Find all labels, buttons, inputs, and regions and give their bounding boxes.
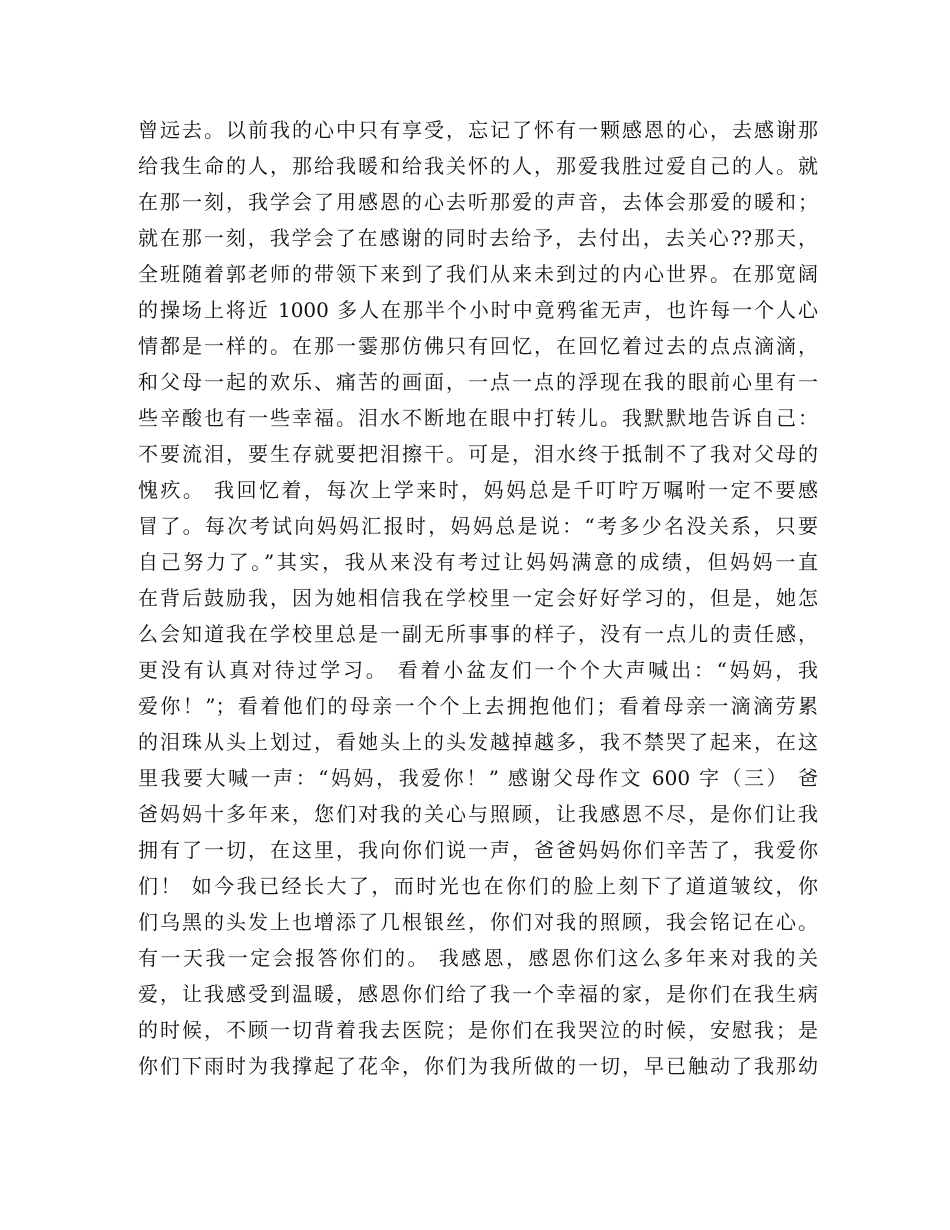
text-line: 给我生命的人，那给我暖和给我关怀的人，那爱我胜过爱自己的人。就 xyxy=(138,154,818,178)
text-line: 你们下雨时为我撑起了花伞，你们为我所做的一切，早已触动了我那幼 xyxy=(138,1054,818,1078)
text-line: 么会知道我在学校里总是一副无所事事的样子，没有一点儿的责任感， xyxy=(138,622,818,646)
text-line: 和父母一起的欢乐、痛苦的画面，一点一点的浮现在我的眼前心里有一 xyxy=(138,370,818,394)
text-line: 就在那一刻，我学会了在感谢的同时去给予，去付出，去关心??那天， xyxy=(138,226,818,250)
text-line: 些辛酸也有一些幸福。泪水不断地在眼中打转儿。我默默地告诉自己： xyxy=(138,406,818,430)
text-line: 更没有认真对待过学习。 看着小盆友们一个个大声喊出：“妈妈，我 xyxy=(138,658,818,682)
text-line: 的时候，不顾一切背着我去医院；是你们在我哭泣的时候，安慰我；是 xyxy=(138,1018,818,1042)
text-line: 爸妈妈十多年来，您们对我的关心与照顾，让我感恩不尽，是你们让我 xyxy=(138,802,818,826)
text-line: 们！ 如今我已经长大了，而时光也在你们的脸上刻下了道道皱纹，你 xyxy=(138,874,818,898)
text-line: 有一天我一定会报答你们的。 我感恩，感恩你们这么多年来对我的关 xyxy=(138,946,818,970)
text-line: 的操场上将近 1000 多人在那半个小时中竟鸦雀无声，也许每一个人心 xyxy=(138,298,818,322)
text-line: 爱你！”；看着他们的母亲一个个上去拥抱他们；看着母亲一滴滴劳累 xyxy=(138,694,818,718)
text-line: 曾远去。以前我的心中只有享受，忘记了怀有一颗感恩的心，去感谢那 xyxy=(138,118,818,142)
text-line: 自己努力了。”其实，我从来没有考过让妈妈满意的成绩，但妈妈一直 xyxy=(138,550,818,574)
text-line: 拥有了一切，在这里，我向你们说一声，爸爸妈妈你们辛苦了，我爱你 xyxy=(138,838,818,862)
text-line: 情都是一样的。在那一霎那仿佛只有回忆，在回忆着过去的点点滴滴， xyxy=(138,334,818,358)
text-line: 在背后鼓励我，因为她相信我在学校里一定会好好学习的，但是，她怎 xyxy=(138,586,818,610)
text-line: 冒了。每次考试向妈妈汇报时，妈妈总是说：“考多少名没关系，只要 xyxy=(138,514,818,538)
text-line: 的泪珠从头上划过，看她头上的头发越掉越多，我不禁哭了起来，在这 xyxy=(138,730,818,754)
text-line: 不要流泪，要生存就要把泪擦干。可是，泪水终于抵制不了我对父母的 xyxy=(138,442,818,466)
essay-body xyxy=(138,112,818,1084)
text-line: 在那一刻，我学会了用感恩的心去听那爱的声音，去体会那爱的暖和； xyxy=(138,190,818,214)
text-line: 爱，让我感受到温暖，感恩你们给了我一个幸福的家，是你们在我生病 xyxy=(138,982,818,1006)
text-line: 全班随着郭老师的带领下来到了我们从来未到过的内心世界。在那宽阔 xyxy=(138,262,818,286)
text-line: 们乌黑的头发上也增添了几根银丝，你们对我的照顾，我会铭记在心。 xyxy=(138,910,818,934)
text-line: 里我要大喊一声：“妈妈，我爱你！” 感谢父母作文 600 字（三） 爸 xyxy=(138,766,818,790)
text-line: 愧疚。 我回忆着，每次上学来时，妈妈总是千叮咛万嘱咐一定不要感 xyxy=(138,478,818,502)
